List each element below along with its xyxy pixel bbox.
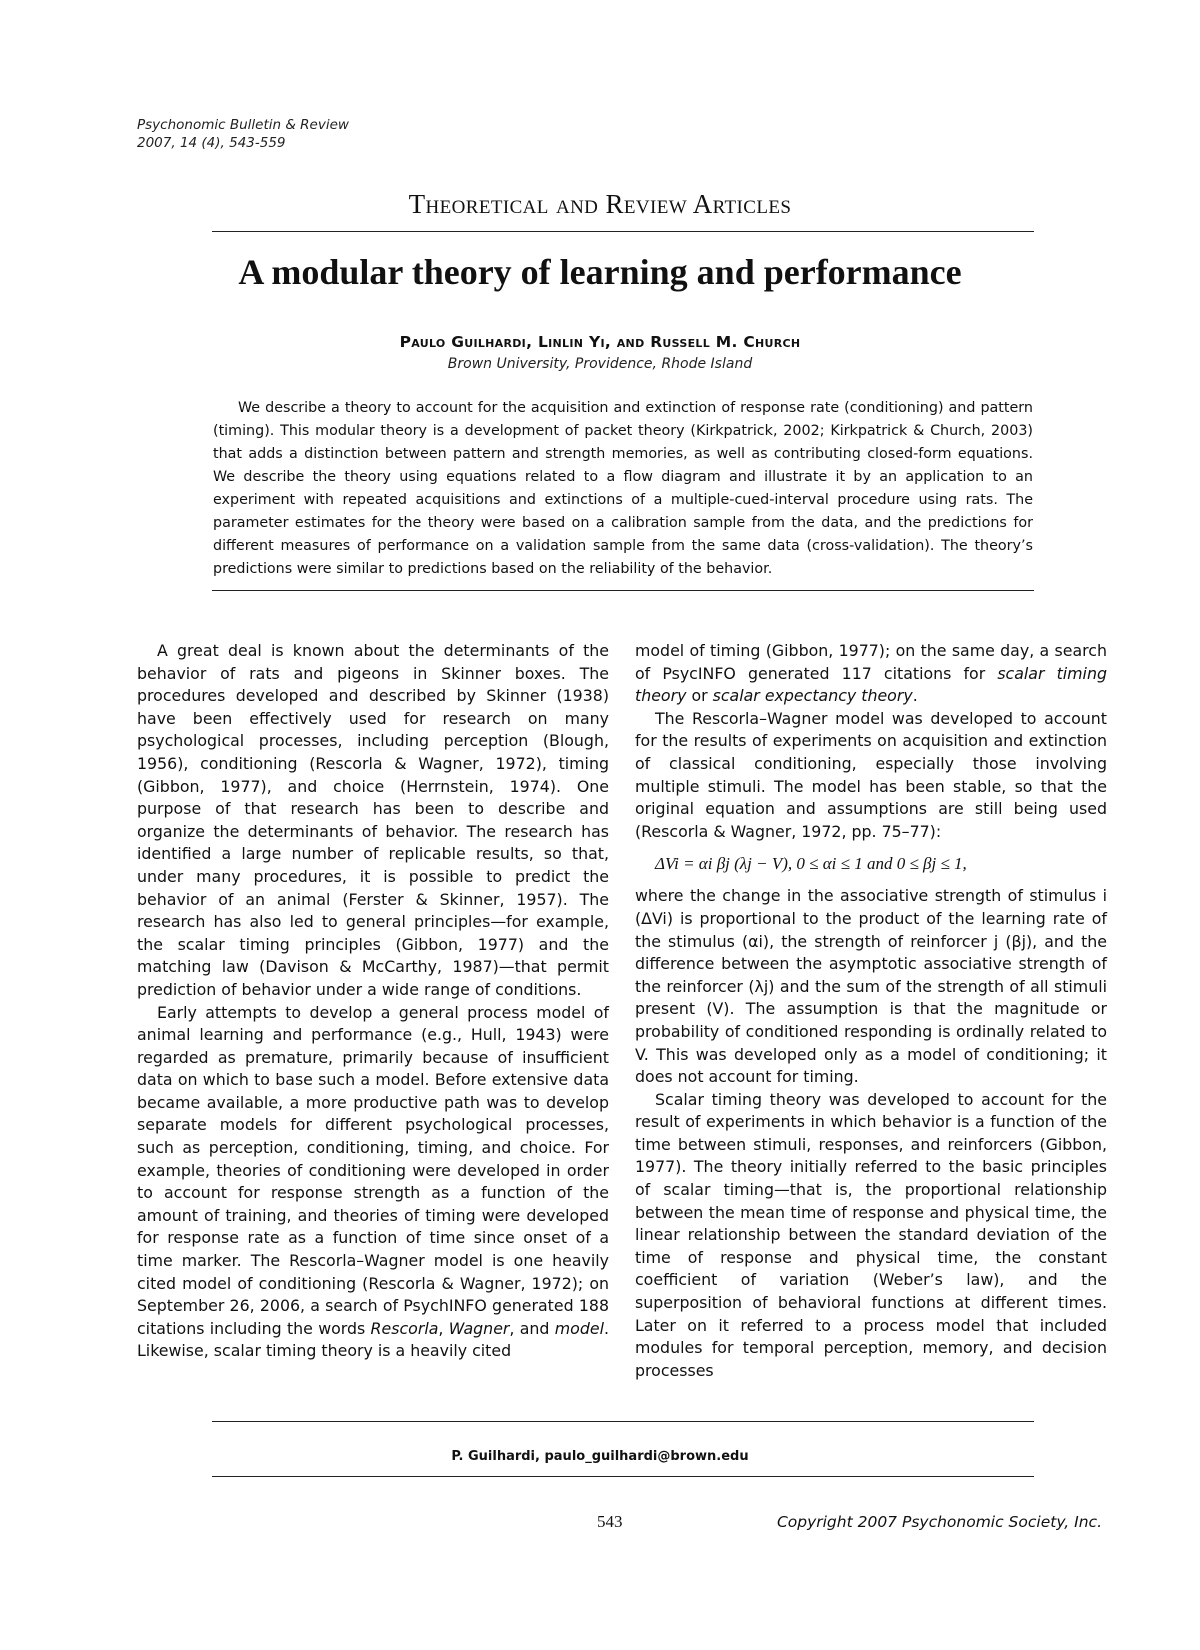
journal-header (137, 116, 349, 152)
body-column-right (635, 640, 1107, 1382)
copyright-notice: Copyright 2007 Psychonomic Society, Inc. (776, 1513, 1102, 1531)
paragraph: Scalar timing theory was developed to account for the result of experiments in which behavior is a function of the time between stimuli, responses, and reinforcers (Gibbon, 1977). The theory initially referred to the basic principles of scalar timing—that is, the proportional relationship between the mean time of response and physical time, the linear relationship between the standard deviation of the time of response and physical time, the constant coefficient of variation (Weber’s law), and the superposition of behavioral functions at different times. Later on it referred to a process model that included modules for temporal perception, memory, and decision processes (635, 1089, 1107, 1380)
body-column-left (137, 640, 609, 1363)
page-number: 543 (597, 1512, 623, 1531)
abstract: We describe a theory to account for the acquisition and extinction of response rate (conditioning) and pattern (timing). This modular theory is a development of packet theory (Kirkpatrick, 2002; Kirkpatrick & Church, 2003) that adds a distinction between pattern and strength memories, as well as contributing closed-form equations. We describe the theory using equations related to a flow diagram and illustrate it by an application to an experiment with repeated acquisitions and extinctions of a multiple-cued-interval procedure using rats. The parameter estimates for the theory were based on a calibration sample from the data, and the predictions for different measures of performance on a validation sample from the same data (cross-validation). The theory’s predictions were similar to predictions based on the reliability of the behavior. (213, 400, 1033, 577)
paragraph: where the change in the associative strength of stimulus i (ΔVi) is proportional to the product of the learning rate of the stimulus (αi), the strength of reinforcer j (βj), and the difference between the asymptotic associative strength of the reinforcer (λj) and the sum of the strength of all stimuli present (V). The assumption is that the magnitude or probability of conditioned responding is ordinally related to V. This was developed only as a model of conditioning; it does not account for timing. (635, 886, 1107, 1087)
correspondence-footnote: P. Guilhardi, paulo_guilhardi@brown.edu (451, 1449, 749, 1464)
author-list: Paulo Guilhardi, Linlin Yi, and Russell M. Church (399, 333, 801, 351)
section-heading: Theoretical and Review Articles (408, 189, 792, 219)
journal-citation: 2007, 14 (4), 543-559 (137, 135, 286, 151)
footnote-rule-bottom (212, 1476, 1034, 1477)
footnote-rule-top (212, 1421, 1034, 1422)
paragraph: The Rescorla–Wagner model was developed to account for the results of experiments on acquisition and extinction of classical conditioning, especially those involving multiple stimuli. The model has been stable, so that the original equation and assumptions are still being used (Rescorla & Wagner, 1972, pp. 75–77): (635, 708, 1107, 841)
affiliation: Brown University, Providence, Rhode Island (447, 356, 753, 372)
paragraph: Early attempts to develop a general process model of animal learning and performance (e.g., Hull, 1943) were regarded as premature, primarily because of insufficient data on which to base such a model. Before extensive data became available, a more productive path was to develop separate models for different psychological processes, such as perception, conditioning, timing, and choice. For example, theories of conditioning were developed in order to account for response strength as a function of the amount of training, and theories of timing were developed for response rate as a function of time since onset of a time marker. The Rescorla–Wagner model is one heavily cited model of conditioning (Rescorla & Wagner, 1972); on September 26, 2006, a search of PsychINFO generated 188 citations including the words Rescorla, Wagner, and model. Likewise, scalar timing theory is a heavily cited (137, 1002, 609, 1361)
journal-name: Psychonomic Bulletin & Review (137, 117, 349, 133)
paragraph: model of timing (Gibbon, 1977); on the same day, a search of PsycINFO generated 117 citations for scalar timing theory or scalar expectancy theory. (635, 641, 1107, 706)
abstract-rule (212, 590, 1034, 591)
section-rule (212, 231, 1034, 232)
paper-title: A modular theory of learning and performance (238, 252, 962, 292)
paragraph: A great deal is known about the determinants of the behavior of rats and pigeons in Skinner boxes. The procedures developed and described by Skinner (1938) have been effectively used for research on many psychological processes, including perception (Blough, 1956), conditioning (Rescorla & Wagner, 1972), timing (Gibbon, 1977), and choice (Herrnstein, 1974). One purpose of that research has been to describe and organize the determinants of behavior. The research has identified a large number of replicable results, so that, under many procedures, it is possible to predict the behavior of an animal (Ferster & Skinner, 1957). The research has also led to general principles—for example, the scalar timing principles (Gibbon, 1977) and the matching law (Davison & McCarthy, 1987)—that permit prediction of behavior under a wide range of conditions. (137, 641, 609, 999)
rescorla-wagner-equation: ΔVi = αi βj (λj − V), 0 ≤ αi ≤ 1 and 0 ≤ βj ≤ 1, (655, 854, 967, 874)
